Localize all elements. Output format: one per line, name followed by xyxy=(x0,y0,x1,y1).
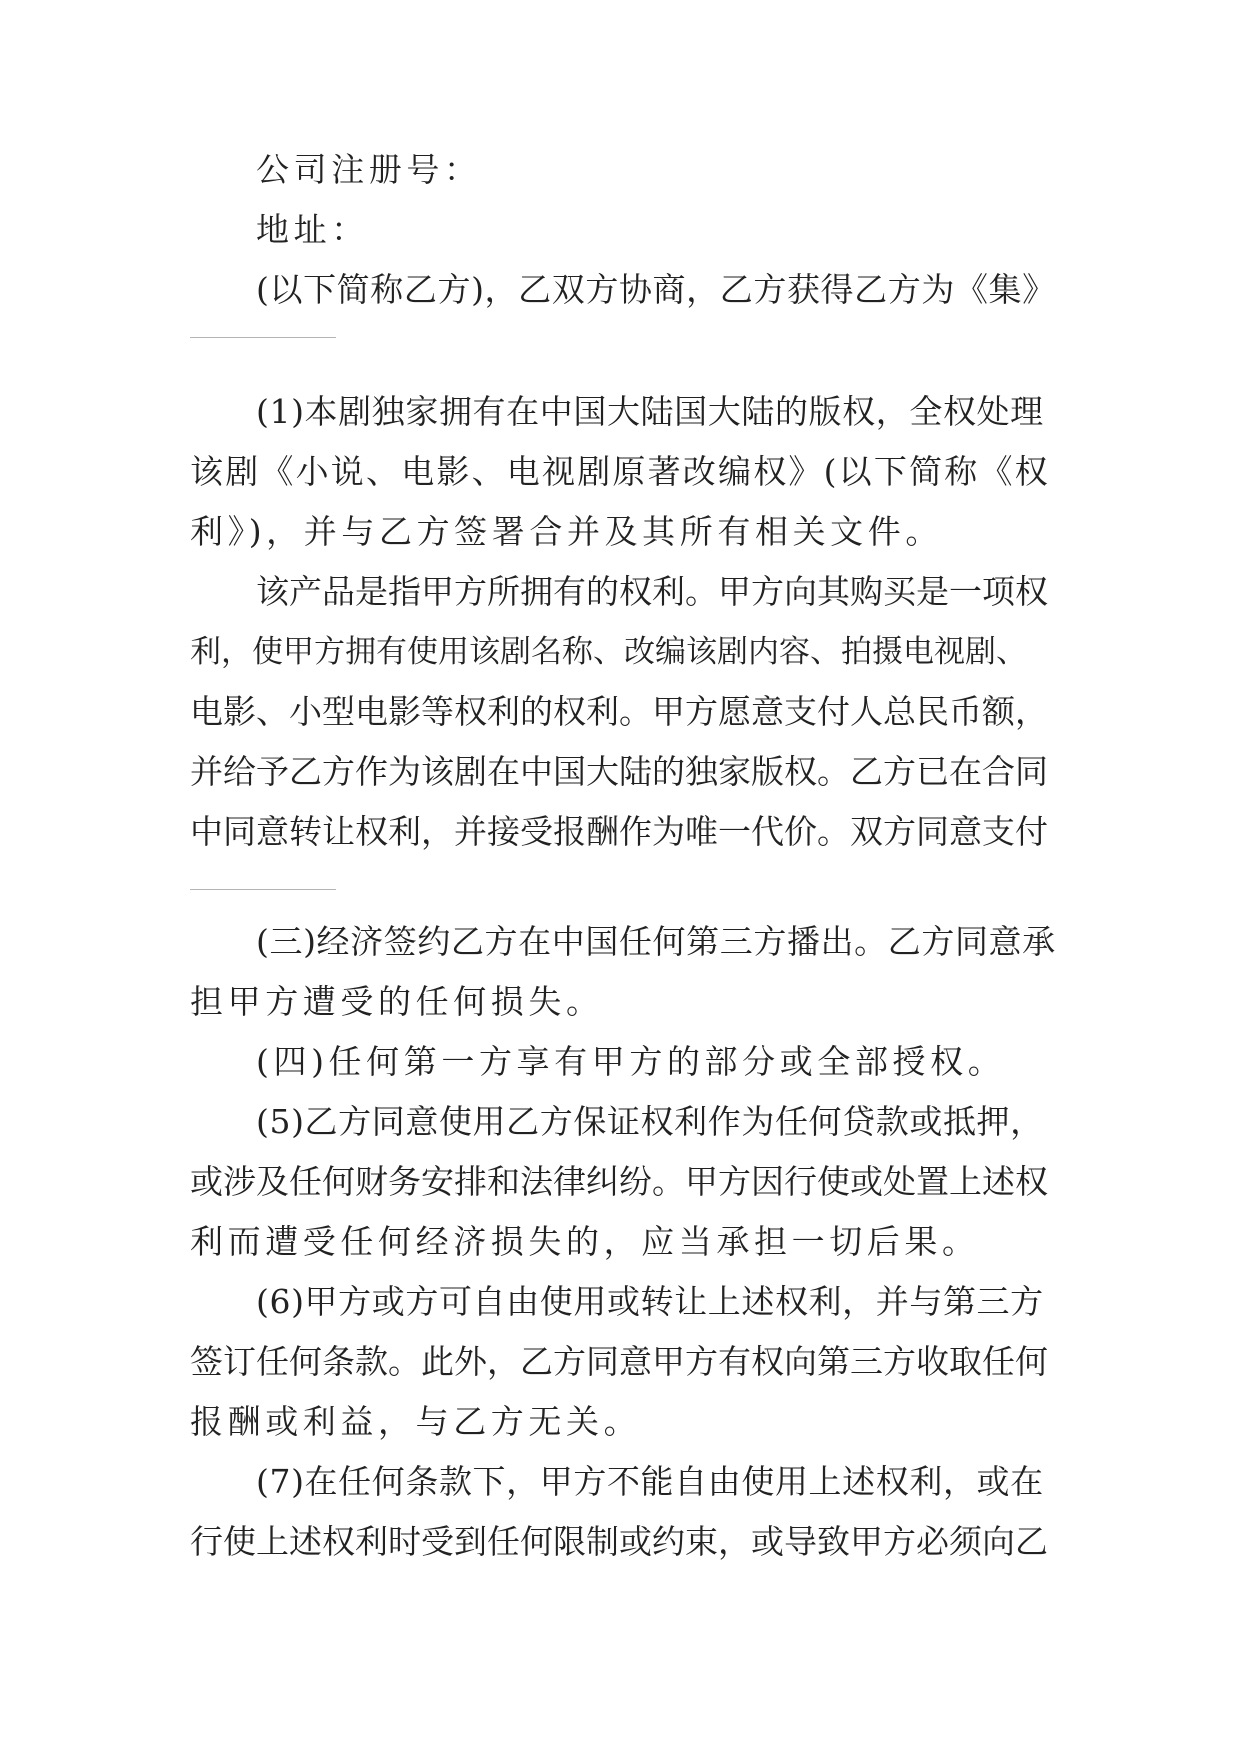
text-line: 电影、小型电影等权利的权利。甲方愿意支付人总民币额， xyxy=(190,692,1048,731)
section-divider xyxy=(190,337,336,338)
text-line: 公司注册号： xyxy=(256,150,482,189)
text-line: (5)乙方同意使用乙方保证权利作为任何贷款或抵押， xyxy=(256,1102,1044,1141)
text-line: (四)任何第一方享有甲方的部分或全部授权。 xyxy=(256,1042,1006,1081)
text-line: 中同意转让权利，并接受报酬作为唯一代价。双方同意支付 xyxy=(190,812,1048,851)
text-line: 利而遭受任何经济损失的，应当承担一切后果。 xyxy=(190,1222,980,1261)
text-line: 并给予乙方作为该剧在中国大陆的独家版权。乙方已在合同 xyxy=(190,752,1048,791)
text-line: 签订任何条款。此外，乙方同意甲方有权向第三方收取任何 xyxy=(190,1342,1048,1381)
text-line: (6)甲方或方可自由使用或转让上述权利，并与第三方 xyxy=(256,1282,1044,1321)
text-line: 地址： xyxy=(256,210,369,249)
text-line: 利》)，并与乙方签署合并及其所有相关文件。 xyxy=(190,512,943,551)
text-line: 该剧《小说、电影、电视剧原著改编权》(以下简称《权 xyxy=(190,452,1050,491)
text-line: 或涉及任何财务安排和法律纠纷。甲方因行使或处置上述权 xyxy=(190,1162,1048,1201)
text-line: (1)本剧独家拥有在中国大陆国大陆的版权，全权处理 xyxy=(256,392,1044,431)
text-line: (以下简称乙方)，乙双方协商，乙方获得乙方为《集》 xyxy=(256,270,1056,309)
text-line: 担甲方遭受的任何损失。 xyxy=(190,982,604,1021)
text-line: (三)经济签约乙方在中国任何第三方播出。乙方同意承 xyxy=(256,922,1056,961)
text-line: (7)在任何条款下，甲方不能自由使用上述权利，或在 xyxy=(256,1462,1044,1501)
text-line: 利，使甲方拥有使用该剧名称、改编该剧内容、拍摄电视剧、 xyxy=(190,634,1027,670)
text-line: 报酬或利益，与乙方无关。 xyxy=(190,1402,642,1441)
text-line: 该产品是指甲方所拥有的权利。甲方向其购买是一项权 xyxy=(256,572,1048,611)
section-divider xyxy=(190,889,336,890)
text-line: 行使上述权利时受到任何限制或约束，或导致甲方必须向乙 xyxy=(190,1522,1048,1561)
